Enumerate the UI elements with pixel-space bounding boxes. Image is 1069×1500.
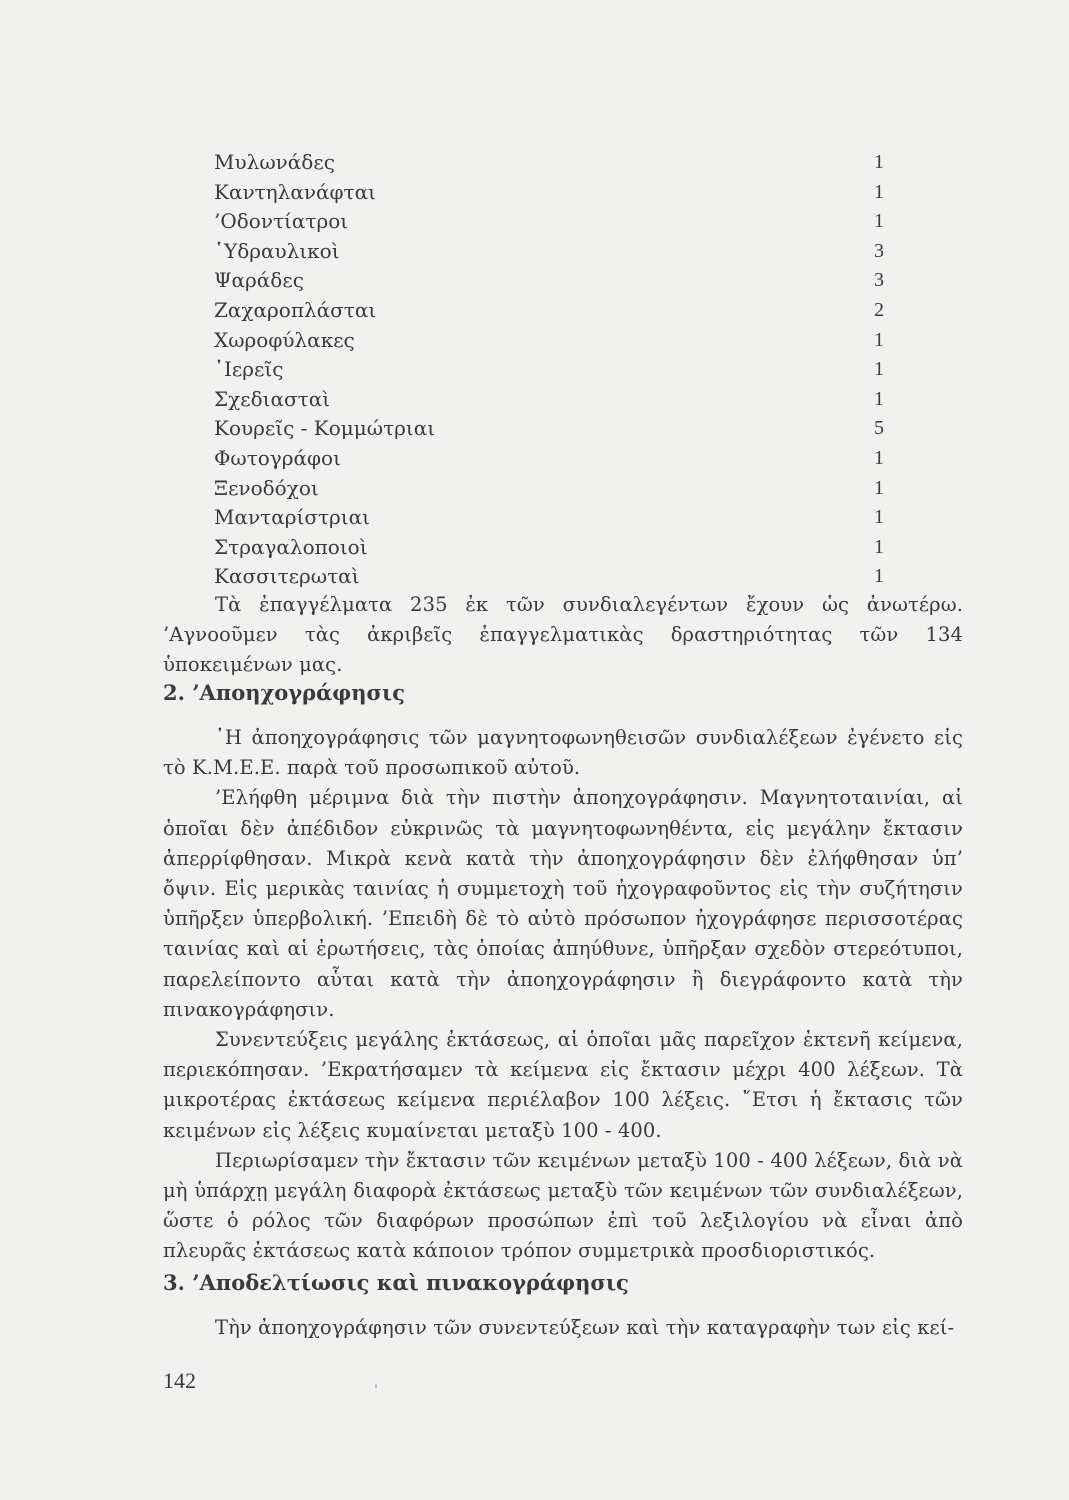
occupation-count: 3 — [874, 269, 884, 292]
list-item — [214, 414, 914, 444]
list-item — [214, 474, 914, 504]
summary-block — [163, 590, 963, 681]
paragraph: ’Ελήφθη μέριμνα διὰ τὴν πιστὴν ἀποηχογράφησιν. Μαγνητοταινίαι, αἱ ὁποῖαι δὲν ἀπέδιδον εὐκρινῶς τὰ μαγνητοφωνηθέντα, εἰς μεγάλην ἔκτασιν ἀπερρίφθησαν. Μικρὰ κενὰ κατὰ τὴν ἀποηχογράφησιν δὲν ἐλήφθησαν ὑπ’ ὄψιν. Εἰς μερικὰς ταινίας ἡ συμμετοχὴ τοῦ ἠχογραφοῦντος εἰς τὴν συζήτησιν ὑπῆρξεν ὑπερβολική. ’Επειδὴ δὲ τὸ αὐτὸ πρόσωπον ἠχογράφησε περισσοτέρας ταινίας καὶ αἱ ἐρωτήσεις, τὰς ὁποίας ἀπηύθυνε, ὑπῆρξαν σχεδὸν στερεότυποι, παρελείποντο αὗται κατὰ τὴν ἀποηχογράφησιν ἢ διεγράφοντο κατὰ τὴν πινακογράφησιν. — [163, 786, 963, 1021]
occupation-list — [214, 148, 914, 592]
occupation-name: ’Οδοντίατροι — [214, 209, 349, 234]
section-3-heading: 3. ’Αποδελτίωσις καὶ πινακογράφησις — [163, 1270, 629, 1295]
list-item — [214, 207, 914, 237]
occupation-name: Κουρεῖς - Κομμώτριαι — [214, 416, 436, 441]
occupation-count: 1 — [874, 506, 884, 529]
occupation-name: Μανταρίστριαι — [214, 505, 370, 530]
list-item — [214, 178, 914, 208]
occupation-count: 1 — [874, 210, 884, 233]
occupation-name: Καντηλανάφται — [214, 179, 376, 204]
occupation-name: Φωτογράφοι — [214, 445, 341, 470]
section-2-heading: 2. ’Αποηχογράφησις — [163, 680, 405, 705]
section-2-body — [163, 723, 963, 1267]
paragraph: Συνεντεύξεις μεγάλης ἐκτάσεως, αἱ ὁποῖαι μᾶς παρεῖχον ἐκτενῆ κείμενα, περιεκόπησαν. ’Εκρατήσαμεν τὰ κείμενα εἰς ἔκτασιν μέχρι 400 λέξεων. Τὰ μικροτέρας ἐκτάσεως κείμενα περιέλαβον 100 λέξεις. ῎Ετσι ἡ ἔκτασις τῶν κειμένων εἰς λέξεις κυμαίνεται μεταξὺ 100 - 400. — [163, 1028, 963, 1142]
list-item — [214, 296, 914, 326]
occupation-name: Σχεδιασταὶ — [214, 386, 331, 411]
occupation-name: ῾Υδραυλικοὶ — [214, 238, 340, 263]
paragraph: ῾Η ἀποηχογράφησις τῶν μαγνητοφωνηθεισῶν συνδιαλέξεων ἐγένετο εἰς τὸ Κ.Μ.Ε.Ε. παρὰ τοῦ προσωπικοῦ αὐτοῦ. — [163, 726, 963, 780]
paragraph: Περιωρίσαμεν τὴν ἔκτασιν τῶν κειμένων μεταξὺ 100 - 400 λέξεων, διὰ νὰ μὴ ὑπάρχῃ μεγάλη διαφορὰ ἐκτάσεως μεταξὺ τῶν κειμένων τῶν συνδιαλέξεων, ὥστε ὁ ρόλος τῶν διαφόρων προσώπων ἐπὶ τοῦ λεξιλογίου νὰ εἶναι ἀπὸ πλευρᾶς ἐκτάσεως κατὰ κάποιον τρόπον συμμετρικὰ προσδιοριστικός. — [163, 1148, 963, 1263]
occupation-count: 1 — [874, 387, 884, 410]
occupation-count: 1 — [874, 358, 884, 381]
list-item — [214, 444, 914, 474]
page-number: 142 — [163, 1368, 196, 1393]
list-item — [214, 237, 914, 267]
occupation-name: Μυλωνάδες — [214, 150, 335, 174]
list-item — [214, 385, 914, 415]
occupation-count: 5 — [874, 417, 884, 440]
occupation-name: Ξενοδόχοι — [214, 475, 319, 500]
paragraph: Τὴν ἀποηχογράφησιν τῶν συνεντεύξεων καὶ τὴν καταγραφὴν των εἰς κεί- — [215, 1316, 955, 1339]
occupation-count: 1 — [874, 180, 884, 203]
list-item — [214, 355, 914, 385]
section-3-body — [163, 1313, 963, 1343]
list-item — [214, 503, 914, 533]
summary-paragraph: Τὰ ἐπαγγέλματα 235 ἐκ τῶν συνδιαλεγέντων ἔχουν ὡς ἀνωτέρω. ’Αγνοοῦμεν τὰς ἀκριβεῖς ἐπαγγελματικὰς δραστηριότητας τῶν 134 ὑποκειμένων μας. — [163, 593, 963, 677]
occupation-name: Κασσιτερωταὶ — [214, 564, 360, 589]
occupation-count: 2 — [874, 298, 884, 321]
paper-speck — [375, 1384, 377, 1388]
occupation-name: Χωροφύλακες — [214, 327, 355, 352]
occupation-count: 1 — [874, 151, 884, 173]
occupation-count: 1 — [874, 476, 884, 499]
occupation-name: Ζαχαροπλάσται — [214, 297, 377, 322]
occupation-count: 1 — [874, 565, 884, 588]
list-item — [214, 562, 914, 592]
occupation-count: 1 — [874, 328, 884, 351]
list-item — [214, 533, 914, 563]
list-item — [214, 266, 914, 296]
occupation-name: Ψαράδες — [214, 268, 304, 293]
occupation-count: 3 — [874, 239, 884, 262]
occupation-count: 1 — [874, 446, 884, 469]
occupation-count: 1 — [874, 535, 884, 558]
occupation-name: Στραγαλοποιοὶ — [214, 534, 368, 559]
occupation-name: ῾Ιερεῖς — [214, 357, 284, 382]
list-item — [214, 326, 914, 356]
list-item — [214, 148, 914, 178]
